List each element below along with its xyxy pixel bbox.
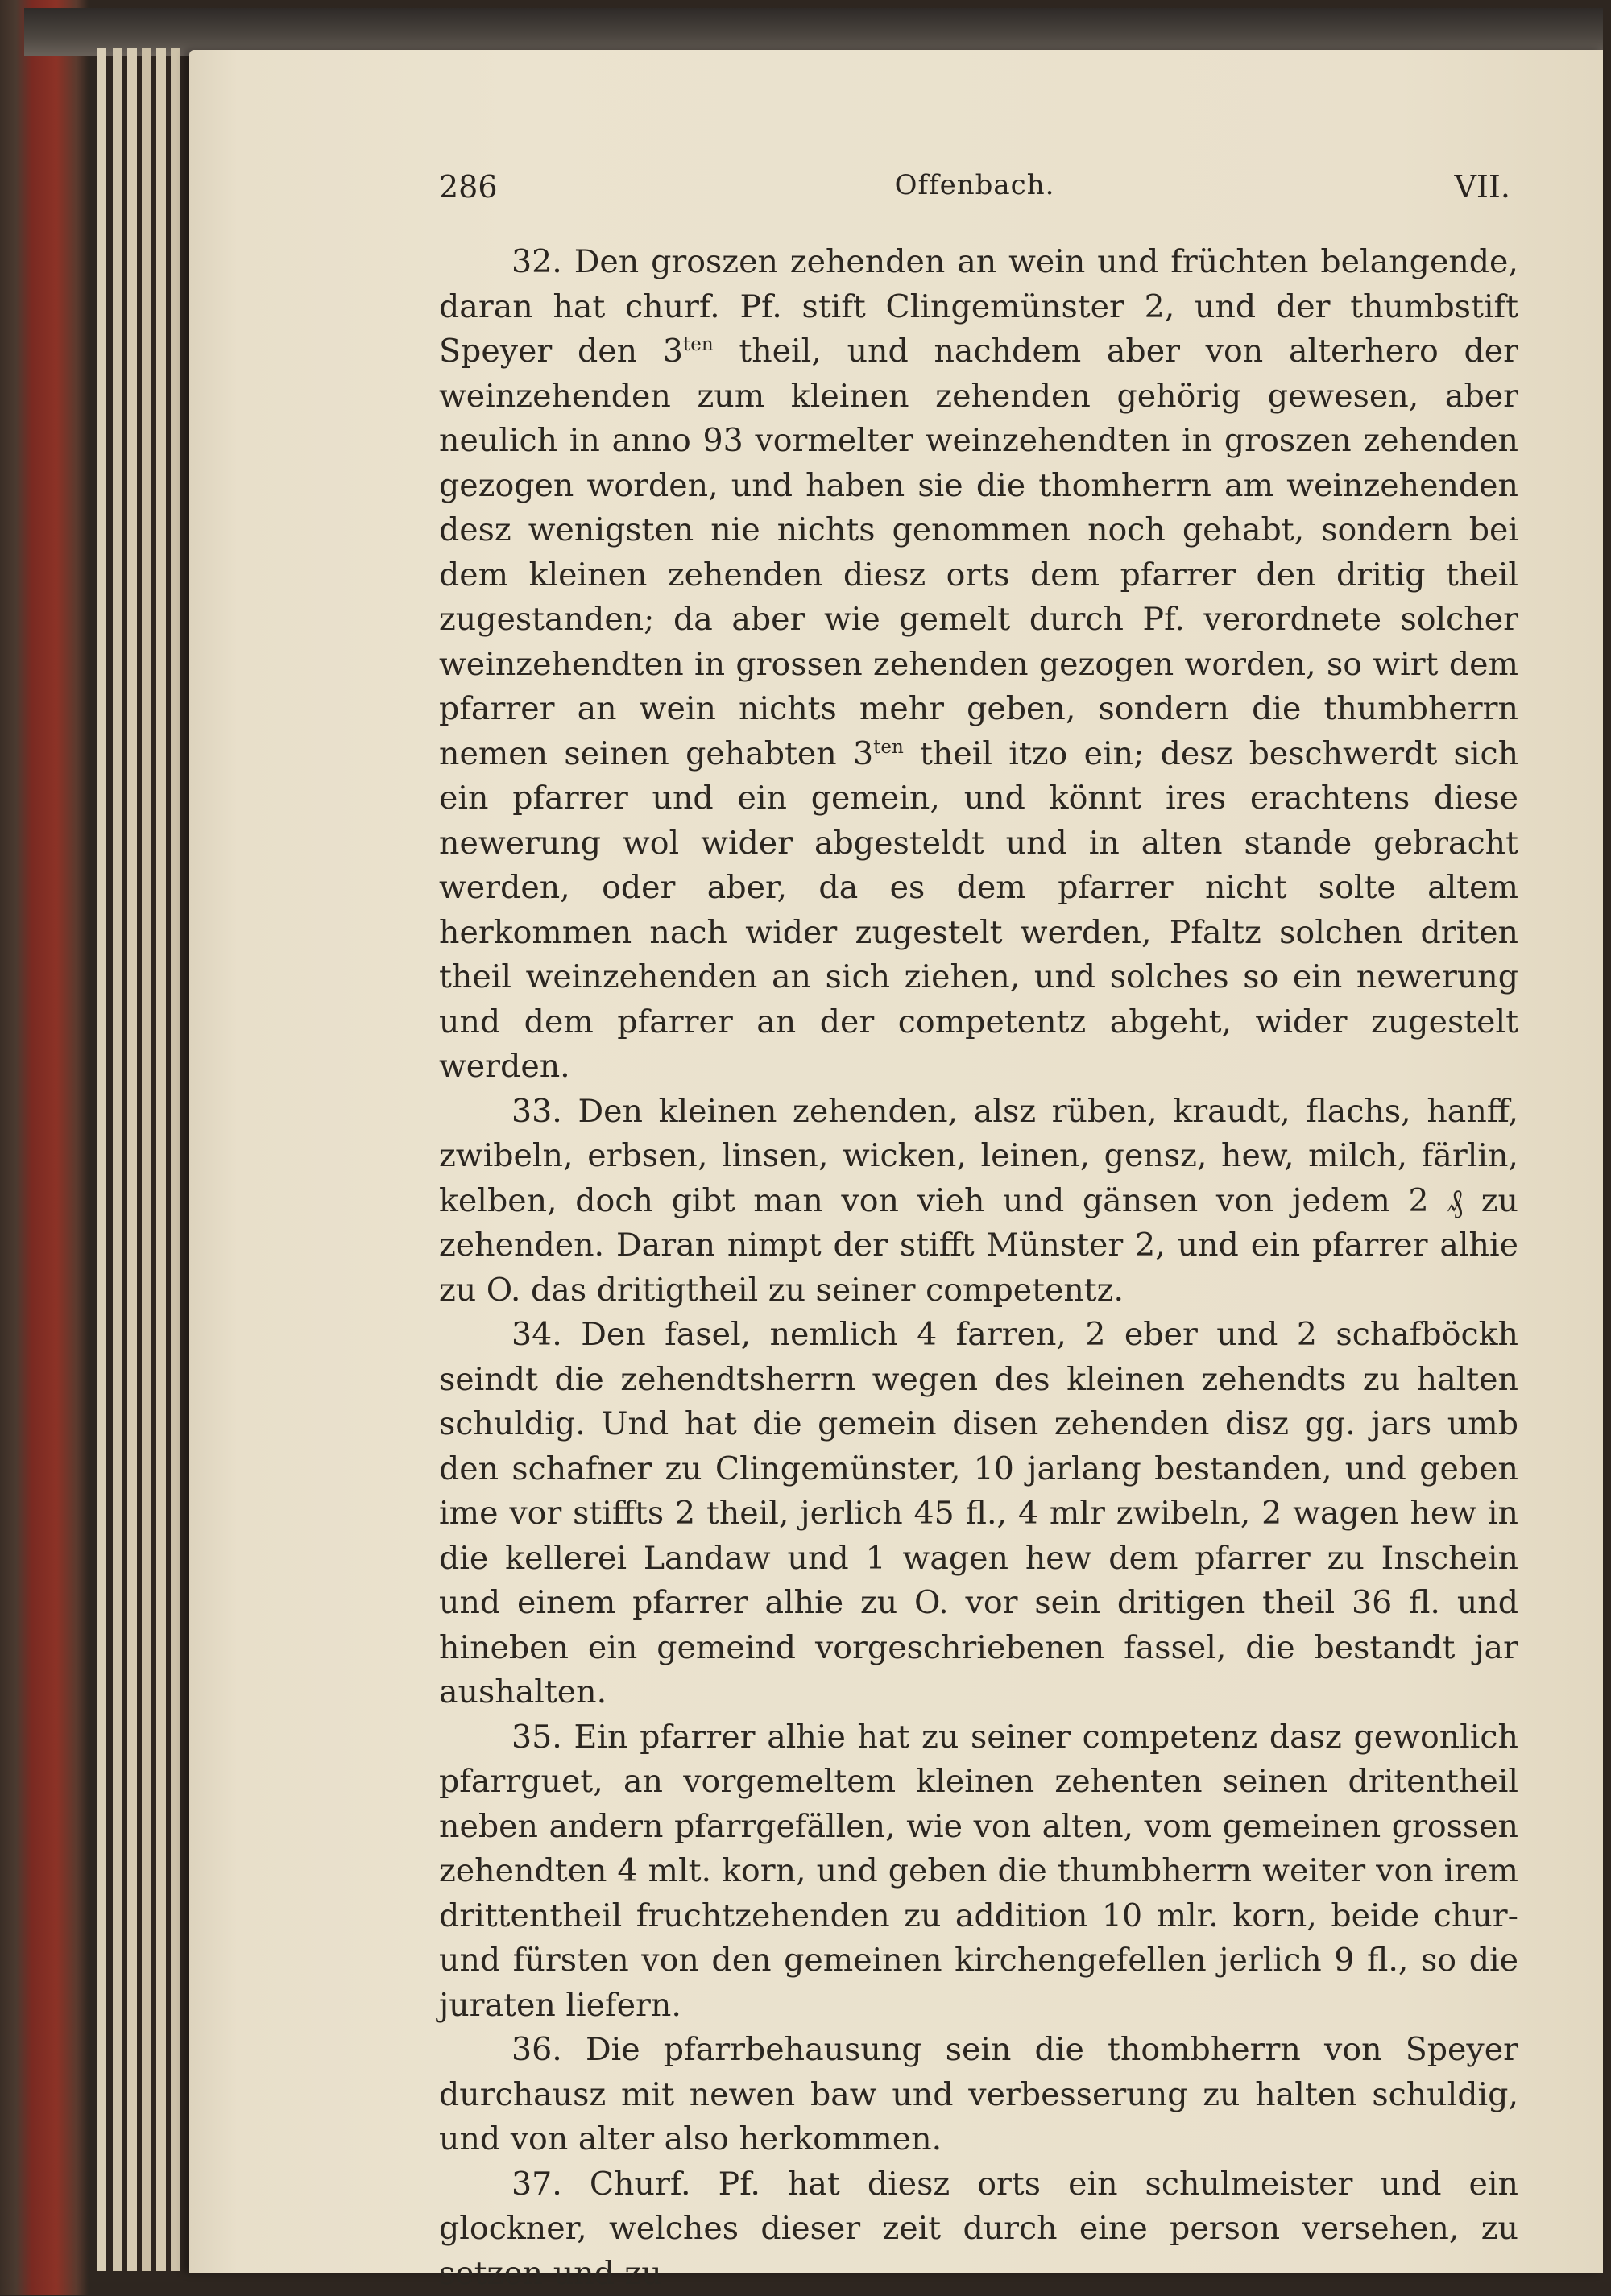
paragraph-37: 37. Churf. Pf. hat diesz orts ein schulmeister und ein glockner, welches dieser zeit durch eine person versehen, zu setzen und zu xyxy=(439,2162,1518,2296)
book-top-edge xyxy=(24,8,1603,56)
page-edge xyxy=(127,48,137,2271)
section-number: VII. xyxy=(1454,169,1510,205)
page-edge xyxy=(113,48,122,2271)
body-text xyxy=(439,240,1518,2296)
paragraph-33: 33. Den kleinen zehenden, alsz rüben, kraudt, flachs, hanff, zwibeln, erbsen, linsen, wicken, leinen, gensz, hew, milch, färlin, kelben, doch gibt man von vieh und gänsen von jedem 2 ₰ zu zehenden. Daran nimpt der stifft Münster 2, und ein pfarrer alhie zu O. das dritigtheil zu seiner competentz. xyxy=(439,1090,1518,1313)
page-edge xyxy=(142,48,151,2271)
running-head xyxy=(439,169,1510,217)
page-edge xyxy=(171,48,180,2271)
page-edge xyxy=(156,48,166,2271)
page-edge xyxy=(97,48,106,2271)
paragraph-32: 32. Den groszen zehenden an wein und früchten belangende, daran hat churf. Pf. stift Clingemünster 2, und der thumbstift Speyer den $3^{ten}$ theil, und nachdem aber von alterhero der weinzehenden zum kleinen zehenden gehörig gewesen, aber neulich in anno 93 vormelter weinzehendten in groszen zehenden gezogen worden, und haben sie die thomherrn am weinzehenden desz wenigsten nie nichts genommen noch gehabt, sondern bei dem kleinen zehenden diesz orts dem pfarrer den dritig theil zugestanden; da aber wie gemelt durch Pf. verordnete solcher weinzehendten in grossen zehenden gezogen worden, so wirt dem pfarrer an wein nichts mehr geben, sondern die thumbherrn nemen seinen gehabten $3^{ten}$ theil itzo ein; desz beschwerdt sich ein pfarrer und ein gemein, und könnt ires erachtens diese newerung wol wider abgesteldt und in alten stande gebracht werden, oder aber, da es dem pfarrer nicht solte altem herkommen nach wider zugestelt werden, Pfaltz solchen driten theil weinzehenden an sich ziehen, und solches so ein newerung und dem pfarrer an der competentz abgeht, wider zugestelt werden. xyxy=(439,240,1518,1090)
page-number: 286 xyxy=(439,169,498,205)
paragraph-36: 36. Die pfarrbehausung sein die thombherrn von Speyer durchausz mit newen baw und verbesserung zu halten schuldig, und von alter also herkommen. xyxy=(439,2028,1518,2162)
paragraph-34: 34. Den fasel, nemlich 4 farren, 2 eber und 2 schafböckh seindt die zehendtsherrn wegen des kleinen zehendts zu halten schuldig. Und hat die gemein disen zehenden disz gg. jars umb den schafner zu Clingemünster, 10 jarlang bestanden, und geben ime vor stiffts 2 theil, jerlich 45 fl., 4 mlr zwibeln, 2 wagen hew in die kellerei Landaw und 1 wagen hew dem pfarrer zu Inschein und einem pfarrer alhie zu O. vor sein dritigen theil 36 fl. und hineben ein gemeind vorgeschriebenen fassel, die bestandt jar aushalten. xyxy=(439,1313,1518,1715)
page-title: Offenbach. xyxy=(439,169,1510,201)
paragraph-35: 35. Ein pfarrer alhie hat zu seiner competenz dasz gewonlich pfarrguet, an vorgemeltem kleinen zehenten seinen dritentheil neben andern pfarrgefällen, wie von alten, vom gemeinen grossen zehendten 4 mlt. korn, und geben die thumbherrn weiter von irem drittentheil fruchtzehenden zu addition 10 mlr. korn, beide chur- und fürsten von den gemeinen kirchengefellen jerlich 9 fl., so die juraten liefern. xyxy=(439,1715,1518,2029)
